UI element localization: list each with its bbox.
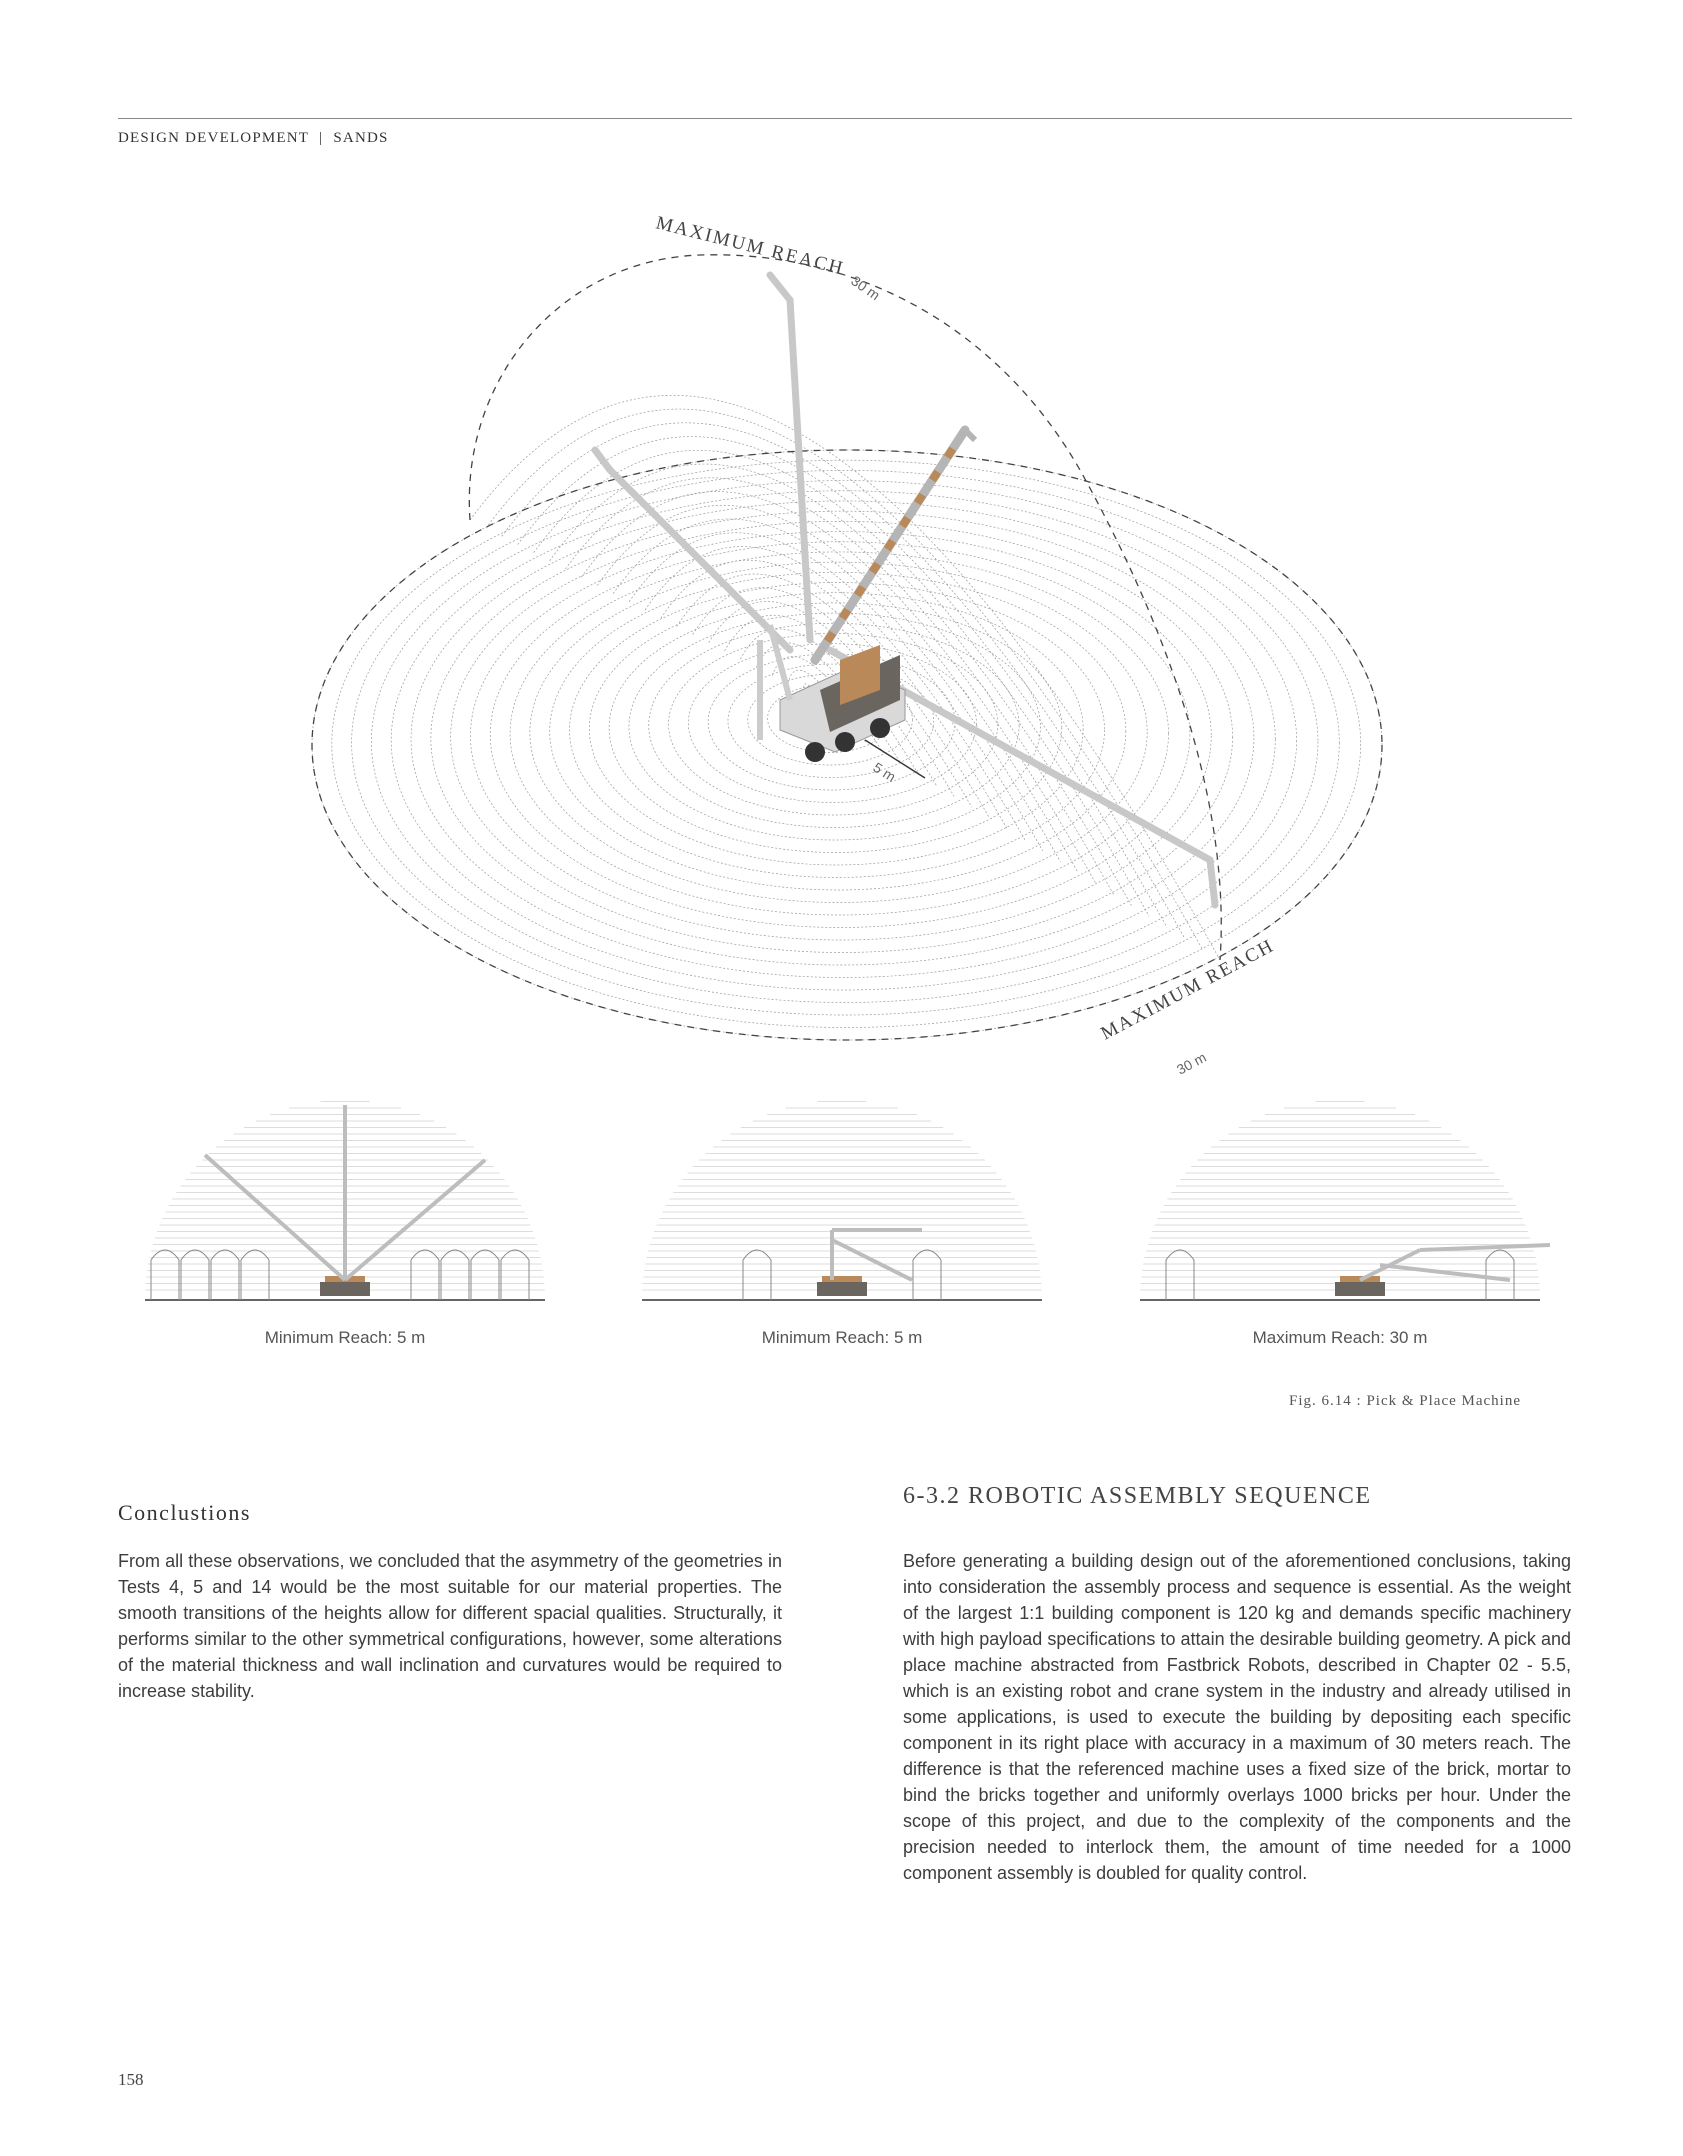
arch-wall: [913, 1250, 941, 1300]
brick-components: [824, 447, 956, 644]
header-divider: |: [319, 130, 324, 146]
section-heading: 6-3.2 ROBOTIC ASSEMBLY SEQUENCE: [903, 1483, 1372, 1509]
max-reach-distance-bottom: 30 m: [1173, 1048, 1209, 1078]
machine-body: [320, 1282, 370, 1296]
arch-wall: [501, 1250, 529, 1300]
arch-wall: [151, 1250, 179, 1300]
max-reach-label-bottom: MAXIMUM REACH: [1097, 935, 1279, 1045]
elevation-caption-1: Minimum Reach: 5 m: [264, 1328, 426, 1347]
elevation-min-reach-1: [145, 1102, 545, 1301]
machine-body: [817, 1282, 867, 1296]
elevation-min-reach-2: [642, 1102, 1042, 1301]
crane-arms-ghost: [595, 275, 1215, 905]
arch-wall: [241, 1250, 269, 1300]
conclusions-heading: Conclustions: [118, 1500, 251, 1525]
machine-load: [822, 1276, 862, 1282]
machine-arm: [345, 1160, 485, 1280]
conclusions-body: From all these observations, we concluded that the asymmetry of the geometries in Tests 4, 5 and 14 would be the most suitable for our material properties. The smooth transitions of the heights allow for different spacial qualities. Structurally, it performs similar to the other symmetrical configurations, however, some alterations of the material thickness and wall inclination and curvatures would be required to increase stability.: [118, 1551, 782, 1701]
machine-arm: [832, 1240, 912, 1280]
elevation-max-reach: [1140, 1102, 1550, 1301]
arch-wall: [211, 1250, 239, 1300]
max-reach-distance-top: 30 m: [848, 272, 883, 304]
page-number: 158: [118, 2070, 144, 2089]
arch-wall: [743, 1250, 771, 1300]
arch-wall: [441, 1250, 469, 1300]
arch-wall: [181, 1250, 209, 1300]
machine-arm: [1420, 1245, 1550, 1250]
machine-arm: [1380, 1265, 1510, 1280]
elevation-caption-2: Minimum Reach: 5 m: [761, 1328, 923, 1347]
header-section: DESIGN DEVELOPMENT: [118, 130, 310, 146]
header-subsection: SANDS: [333, 130, 389, 146]
machine-load: [1340, 1276, 1380, 1282]
figure-caption: Fig. 6.14 : Pick & Place Machine: [1289, 1393, 1521, 1409]
section-body: Before generating a building design out of the aforementioned conclusions, taking into consideration the assembly process and sequence is essential. As the weight of the largest 1:1 building component is 120 kg and demands specific machinery with high payload specifications to attain the desirable building geometry. A pick and place machine abstracted from Fastbrick Robots, described in Chapter 02 - 5.5, which is an existing robot and crane system in the industry and already utilised in some applications, is used to execute the building by depositing each specific component in its right place with accuracy in a maximum of 30 meters reach. The difference is that the referenced machine uses a fixed size of the brick, mortar to bind the bricks together and uniformly overlays 1000 bricks per hour. Under the scope of this project, and due to the complexity of the components and the precision needed to interlock them, the amount of time needed for a 1000 component assembly is doubled for quality control.: [903, 1551, 1571, 1883]
crane-arm-active: [815, 430, 975, 660]
arch-wall: [411, 1250, 439, 1300]
machine-arm: [1360, 1250, 1420, 1280]
machine-load: [325, 1276, 365, 1282]
elevation-caption-3: Maximum Reach: 30 m: [1252, 1328, 1428, 1347]
arch-wall: [1166, 1250, 1194, 1300]
machine-arm: [205, 1155, 345, 1280]
min-reach-value: 5 m: [870, 758, 899, 785]
max-reach-label-top: MAXIMUM REACH: [653, 212, 847, 280]
arch-wall: [1486, 1250, 1514, 1300]
arch-wall: [471, 1250, 499, 1300]
machine-body: [1335, 1282, 1385, 1296]
